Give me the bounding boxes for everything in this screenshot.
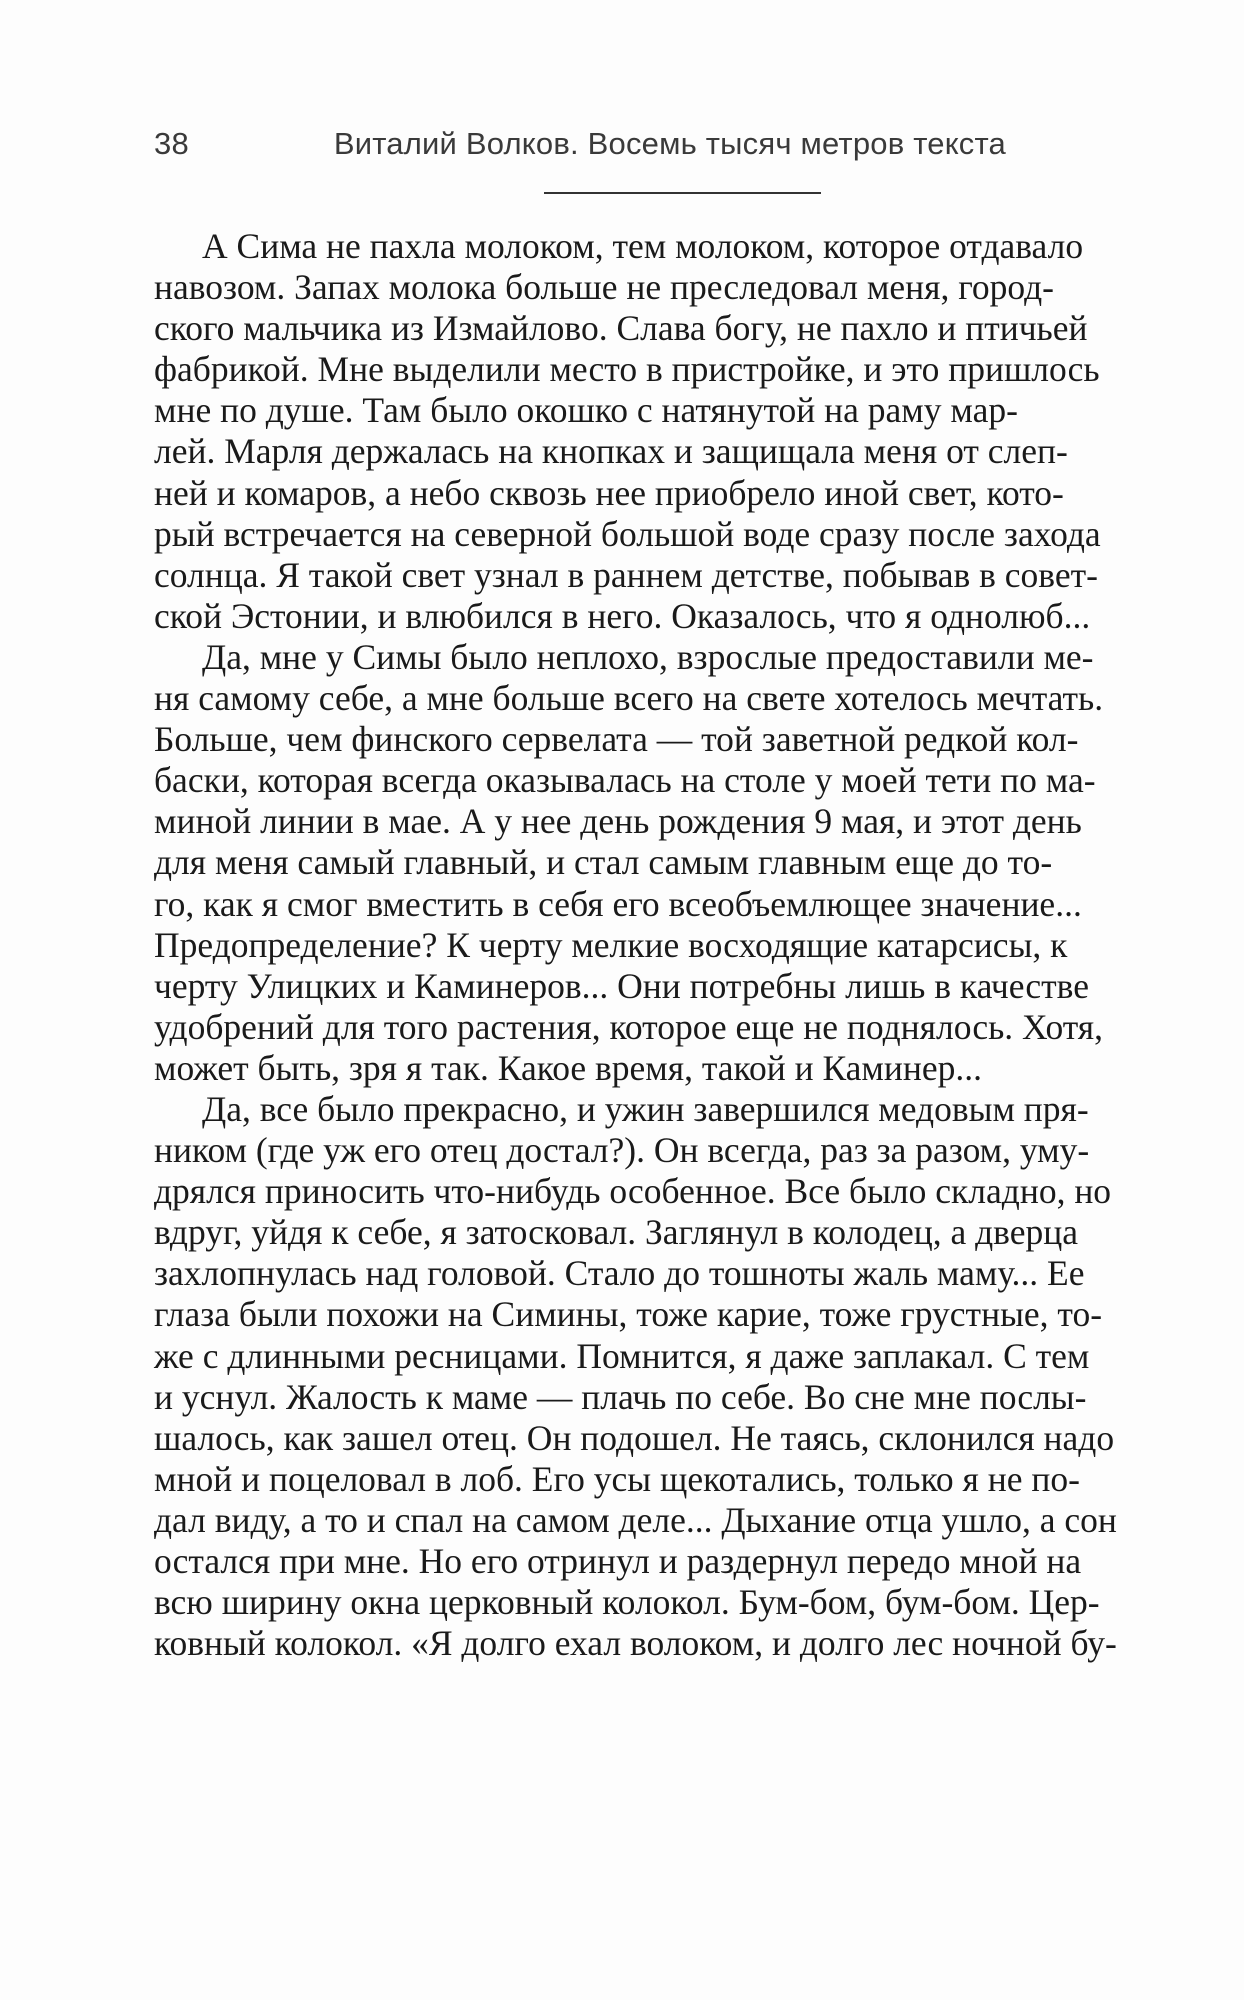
text-line: глаза были похожи на Симины, тоже карие, тоже грустные, то-: [154, 1294, 1103, 1335]
text-line: для меня самый главный, и стал самым главным еще до то-: [154, 842, 1053, 883]
text-line: Предопределение? К черту мелкие восходящие катарсисы, к: [154, 924, 1068, 965]
running-head: [154, 126, 1006, 174]
text-line: фабрикой. Мне выделили место в пристройке, и это пришлось: [154, 349, 1100, 390]
text-line: ником (где уж его отец достал?). Он всегда, раз за разом, уму-: [154, 1130, 1090, 1171]
text-line: дал виду, а то и спал на самом деле... Дыхание отца ушло, а сон: [154, 1499, 1117, 1540]
header-rule: [544, 192, 821, 194]
text-line: захлопнулась над головой. Стало до тошноты жаль маму... Ее: [154, 1253, 1085, 1294]
text-line: баски, которая всегда оказывалась на столе у моей тети по ма-: [154, 760, 1096, 801]
text-line: дрялся приносить что-нибудь особенное. Все было складно, но: [154, 1171, 1112, 1212]
text-line: го, как я смог вместить в себя его всеобъемлющее значение...: [154, 883, 1082, 924]
text-line: лей. Марля держалась на кнопках и защищала меня от слеп-: [154, 431, 1068, 472]
text-line: ской Эстонии, и влюбился в него. Оказалось, что я однолюб...: [154, 595, 1091, 636]
paragraph: [154, 226, 1101, 637]
text-line: мной и поцеловал в лоб. Его усы щекотались, только я не по-: [154, 1458, 1080, 1499]
text-line: А Сима не пахла молоком, тем молоком, которое отдавало: [202, 226, 1084, 266]
text-line: Да, все было прекрасно, и ужин завершился медовым пря-: [202, 1088, 1089, 1129]
text-line: черту Улицких и Каминеров... Они потребны лишь в качестве: [154, 965, 1089, 1006]
text-line: всю ширину окна церковный колокол. Бум-бом, бум-бом. Цер-: [154, 1582, 1100, 1623]
text-line: ского мальчика из Измайлово. Слава богу, не пахло и птичьей: [154, 308, 1088, 349]
text-line: мне по душе. Там было окошко с натянутой на раму мар-: [154, 390, 1018, 431]
text-line: и уснул. Жалость к маме — плачь по себе. Во сне мне послы-: [154, 1376, 1087, 1417]
text-line: миной линии в мае. А у нее день рождения 9 мая, и этот день: [154, 801, 1082, 842]
paragraph: [154, 636, 1104, 1089]
text-line: рый встречается на северной большой воде сразу после захода: [154, 513, 1101, 554]
body-text: [154, 226, 1117, 1664]
running-title: Виталий Волков. Восемь тысяч метров текста: [333, 126, 1006, 161]
text-line: ней и комаров, а небо сквозь нее приобрело иной свет, кото-: [154, 472, 1064, 513]
text-line: Да, мне у Симы было неплохо, взрослые предоставили ме-: [202, 636, 1094, 677]
paragraph: [154, 1088, 1117, 1664]
text-line: остался при мне. Но его отринул и раздернул передо мной на: [154, 1541, 1082, 1581]
text-line: же с длинными ресницами. Помнится, я даже заплакал. С тем: [154, 1335, 1090, 1376]
text-line: ня самому себе, а мне больше всего на свете хотелось мечтать.: [154, 678, 1104, 719]
text-line: солнца. Я такой свет узнал в раннем детстве, побывав в совет-: [154, 554, 1098, 595]
text-line: ковный колокол. «Я долго ехал волоком, и долго лес ночной бу-: [154, 1623, 1117, 1664]
text-line: навозом. Запах молока больше не преследовал меня, город-: [154, 267, 1054, 308]
text-line: удобрений для того растения, которое еще не поднялось. Хотя,: [154, 1006, 1103, 1047]
page-number: 38: [154, 126, 189, 161]
text-line: может быть, зря я так. Какое время, такой и Каминер...: [154, 1047, 983, 1088]
text-line: Больше, чем финского сервелата — той заветной редкой кол-: [154, 719, 1079, 760]
text-line: шалось, как зашел отец. Он подошел. Не таясь, склонился надо: [154, 1417, 1115, 1458]
text-line: вдруг, уйдя к себе, я затосковал. Заглянул в колодец, а дверца: [154, 1212, 1078, 1253]
